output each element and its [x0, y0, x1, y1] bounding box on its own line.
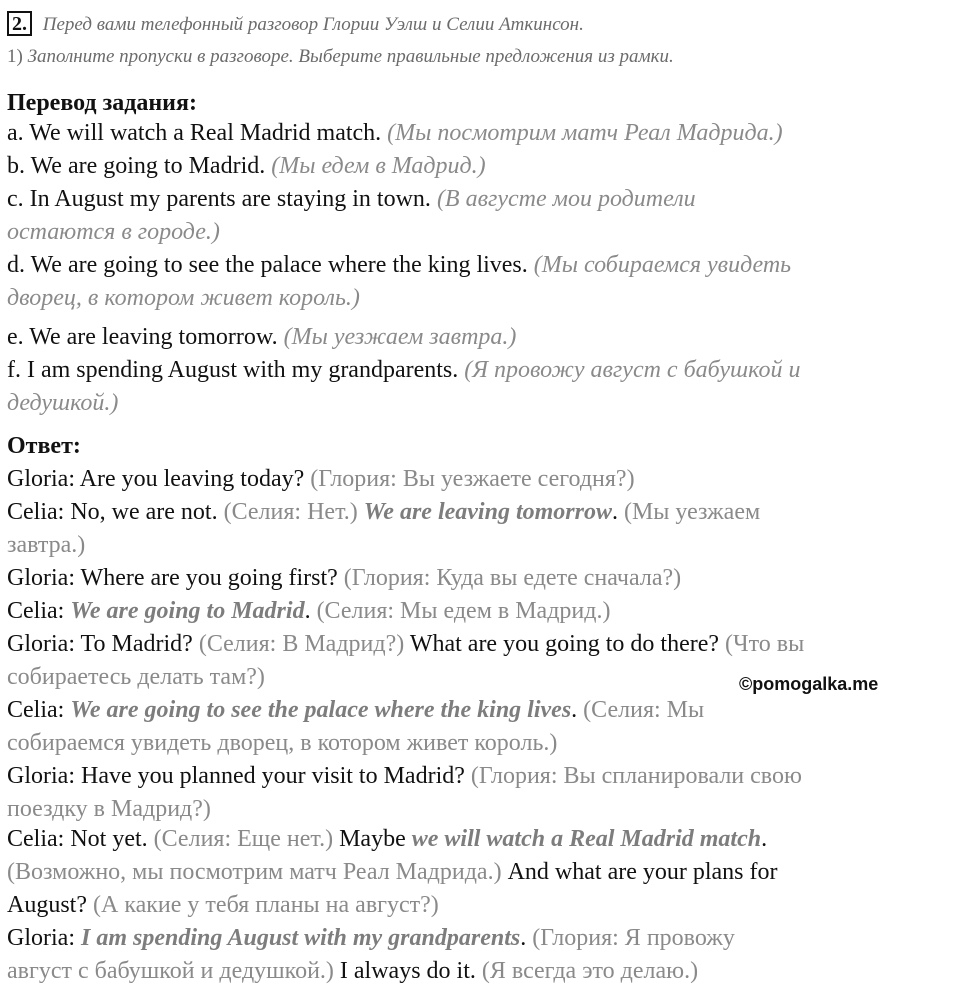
translation-item-d-cont — [7, 285, 360, 312]
dialog-ru: (Глория: Вы спланировали свою — [470, 763, 802, 789]
dialog-ru: (Возможно, мы посмотрим матч Реал Мадрида.) — [7, 859, 502, 885]
dialog-ru: (Что вы — [725, 631, 805, 657]
item-ru: (В августе мои родители — [436, 186, 696, 212]
translation-item-e — [7, 324, 516, 351]
task-line-2 — [7, 46, 674, 68]
answer-fill: We are going to Madrid — [70, 598, 305, 624]
translation-item-c-cont — [7, 219, 220, 246]
task-instruction: Перед вами телефонный разговор Глории Уэлш и Селии Аткинсон. — [42, 14, 584, 35]
translation-item-a — [7, 120, 783, 147]
task-subinstruction: Заполните пропуски в разговоре. Выберите правильные предложения из рамки. — [27, 46, 674, 67]
dialog-ru: поездку в Мадрид?) — [7, 796, 211, 822]
translation-item-c — [7, 186, 696, 213]
dialog-line — [7, 796, 211, 823]
dialog-ru: (Мы уезжаем — [623, 499, 761, 525]
task-line-1 — [7, 11, 584, 36]
dialog-en: August? — [7, 892, 87, 918]
dialog-en: Gloria: Have you planned your visit to Madrid? — [7, 763, 465, 789]
item-ru: дворец, в котором живет король.) — [7, 285, 360, 311]
dialog-line — [7, 697, 704, 724]
dialog-ru: (Глория: Вы уезжаете сегодня?) — [310, 466, 635, 492]
dialog-en: Gloria: To Madrid? — [7, 631, 193, 657]
item-ru: (Мы посмотрим матч Реал Мадрида.) — [387, 120, 783, 146]
dialog-ru: собираемся увидеть дворец, в котором живет король.) — [7, 730, 558, 756]
dialog-ru: завтра.) — [7, 532, 86, 558]
dialog-ru: август с бабушкой и дедушкой.) — [7, 958, 334, 984]
translation-heading: Перевод задания: — [7, 90, 197, 116]
task-subnumber: 1) — [7, 46, 23, 67]
dialog-ru: (Я всегда это делаю.) — [481, 958, 699, 984]
item-ru: (Я провожу август с бабушкой и — [464, 357, 801, 383]
dialog-ru: (Селия: Еще нет.) — [153, 826, 334, 852]
dialog-line — [7, 664, 265, 691]
dialog-ru: (Селия: Мы едем в Мадрид.) — [316, 598, 611, 624]
dialog-line — [7, 958, 698, 985]
dialog-punct: . — [520, 925, 527, 951]
dialog-en: Gloria: — [7, 925, 75, 951]
dialog-line — [7, 598, 610, 625]
answer-fill: We are leaving tomorrow — [363, 499, 612, 525]
item-ru: (Мы уезжаем завтра.) — [283, 324, 517, 350]
dialog-en: What are you going to do there? — [409, 631, 720, 657]
dialog-ru: (Селия: Мы — [583, 697, 705, 723]
dialog-punct: . — [304, 598, 311, 624]
dialog-ru: (А какие у тебя планы на август?) — [93, 892, 439, 918]
dialog-ru: (Селия: Нет.) — [223, 499, 358, 525]
dialog-en: Celia: — [7, 598, 65, 624]
dialog-en: Celia: — [7, 697, 65, 723]
dialog-line — [7, 565, 681, 592]
translation-item-d — [7, 252, 791, 279]
item-en: e. We are leaving tomorrow. — [7, 324, 278, 350]
dialog-line — [7, 763, 802, 790]
dialog-en: Celia: Not yet. — [7, 826, 148, 852]
translation-item-f-cont — [7, 390, 118, 417]
dialog-line — [7, 730, 557, 757]
task-number: 2. — [7, 11, 32, 36]
dialog-ru: (Глория: Куда вы едете сначала?) — [343, 565, 682, 591]
dialog-line — [7, 925, 735, 952]
dialog-en: And what are your plans for — [507, 859, 778, 885]
answer-fill: I am spending August with my grandparents — [80, 925, 521, 951]
translation-item-f — [7, 357, 801, 384]
dialog-line — [7, 466, 635, 493]
dialog-en: Gloria: Where are you going first? — [7, 565, 338, 591]
dialog-ru: (Селия: В Мадрид?) — [198, 631, 405, 657]
answer-heading: Ответ: — [7, 433, 81, 459]
dialog-line — [7, 532, 85, 559]
item-ru: (Мы собираемся увидеть — [533, 252, 792, 278]
dialog-ru: собираетесь делать там?) — [7, 664, 265, 690]
dialog-line — [7, 499, 760, 526]
dialog-punct: . — [571, 697, 578, 723]
dialog-en: I always do it. — [339, 958, 476, 984]
item-en: f. I am spending August with my grandparents. — [7, 357, 459, 383]
dialog-en: Gloria: Are you leaving today? — [7, 466, 305, 492]
item-ru: остаются в городе.) — [7, 219, 220, 245]
answer-fill: We are going to see the palace where the king lives — [70, 697, 572, 723]
item-en: a. We will watch a Real Madrid match. — [7, 120, 382, 146]
dialog-ru: (Глория: Я провожу — [532, 925, 735, 951]
item-en: c. In August my parents are staying in town. — [7, 186, 431, 212]
item-en: d. We are going to see the palace where the king lives. — [7, 252, 528, 278]
dialog-punct: . — [761, 826, 768, 852]
dialog-line — [7, 631, 804, 658]
item-en: b. We are going to Madrid. — [7, 153, 266, 179]
watermark: ©pomogalka.me — [739, 674, 879, 694]
item-ru: (Мы едем в Мадрид.) — [271, 153, 486, 179]
dialog-line — [7, 859, 778, 886]
answer-fill: we will watch a Real Madrid match — [411, 826, 762, 852]
dialog-line — [7, 892, 439, 919]
translation-item-b — [7, 153, 486, 180]
dialog-punct: . — [611, 499, 618, 525]
item-ru: дедушкой.) — [7, 390, 119, 416]
dialog-en: Maybe — [339, 826, 406, 852]
dialog-line — [7, 826, 767, 853]
dialog-en: Celia: No, we are not. — [7, 499, 218, 525]
